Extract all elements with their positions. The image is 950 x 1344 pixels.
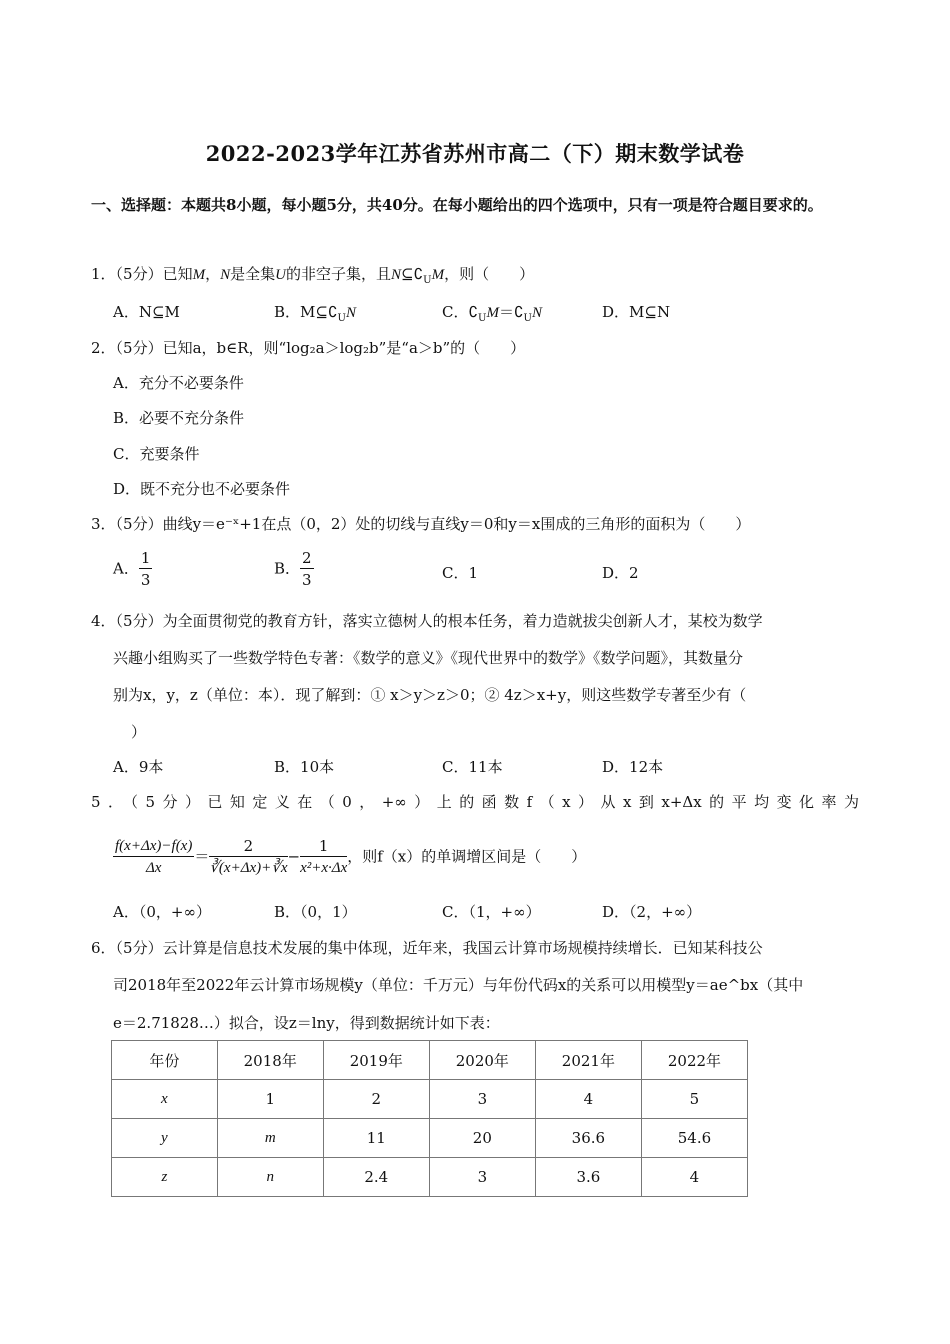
table-cell: 11: [323, 1119, 429, 1158]
table-row: [112, 1158, 748, 1197]
question-6-line-2: 司2018年至2022年云计算市场规模y（单位：千万元）与年份代码x的关系可以用模型y＝ae^bx（其中: [113, 976, 804, 994]
question-2-option-a: A．充分不必要条件: [113, 374, 244, 392]
table-cell: 54.6: [641, 1119, 747, 1158]
question-1-option-b: B．$M⊆∁_UN$: [274, 303, 356, 324]
question-2-stem: 2．（5分）已知a，b∈R，则“log₂a＞log₂b”是“a＞b”的（ ）: [91, 339, 526, 357]
question-1-option-a: A．N⊆M: [113, 303, 180, 321]
question-4-option-a: A．9本: [113, 758, 164, 776]
table-cell: 2.4: [323, 1158, 429, 1197]
table-cell: 20: [429, 1119, 535, 1158]
question-3-option-b: B． $\frac{2}{3}$: [274, 549, 312, 589]
table-cell: 2018年: [217, 1041, 323, 1080]
fraction-average-rate: $\frac{f(x+\Delta x)-f(x)}{\Delta x}$: [115, 838, 193, 876]
question-3-option-a: A． $\frac{1}{3}$: [113, 549, 151, 589]
question-4-line-2: 兴趣小组购买了一些数学特色专著：《数学的意义》《现代世界中的数学》《数学问题》，其数量分: [113, 649, 744, 667]
question-4-line-1: 4．（5分）为全面贯彻党的教育方针，落实立德树人的根本任务，着力造就拔尖创新人才，某校为数学: [91, 612, 763, 630]
table-cell: 3: [429, 1080, 535, 1119]
table-cell: m: [217, 1119, 323, 1158]
data-table: [111, 1040, 748, 1197]
question-2-option-d: D．既不充分也不必要条件: [113, 480, 291, 498]
question-3-option-c: C．1: [442, 564, 479, 582]
table-cell: n: [217, 1158, 323, 1197]
fraction: $\frac{1}{3}$: [140, 549, 151, 589]
table-row: [112, 1119, 748, 1158]
table-cell: 2022年: [641, 1041, 747, 1080]
table-header-row: [112, 1041, 748, 1080]
table-cell: 3.6: [535, 1158, 641, 1197]
question-3-stem: 3．（5分）曲线y＝e⁻ˣ+1在点（0，2）处的切线与直线y＝0和y＝x围成的三角形的面积为（ ）: [91, 515, 751, 533]
fraction-radical: $\frac{2}{∛(x+\Delta x)+∛x}$: [209, 837, 288, 876]
question-5-formula: $\frac{f(x+\Delta x)-f(x)}{\Delta x}$ ＝ $\frac{2}{∛(x+\Delta x)+∛x}$ − $\frac{1}{\text{x²+x·Δx}}$ ，则f（x）的单调增区间是（ ）: [113, 836, 586, 879]
question-5-option-d: D．（2，+∞）: [602, 903, 702, 921]
table-cell: 2020年: [429, 1041, 535, 1080]
table-cell: 3: [429, 1158, 535, 1197]
page-title: 2022-2023学年江苏省苏州市高二（下）期末数学试卷: [205, 141, 745, 166]
question-5-option-b: B．（0，1）: [274, 903, 357, 921]
table-cell: 4: [535, 1080, 641, 1119]
question-4-option-b: B．10本: [274, 758, 335, 776]
question-4-option-c: C．11本: [442, 758, 503, 776]
question-4-line-4: ）: [131, 723, 147, 741]
question-1-option-c: C．$∁_UM=∁_UN$: [442, 303, 542, 324]
question-4-line-3: 别为x，y，z（单位：本）．现了解到：① x＞y＞z＞0；② 4z＞x+y，则这些数学专著至少有（: [113, 686, 747, 704]
table-row: [112, 1080, 748, 1119]
table-cell: y: [112, 1119, 218, 1158]
question-5-line-1: 5．（5分）已知定义在（0，+∞）上的函数f（x）从x到x+Δx的平均变化率为: [91, 793, 859, 811]
table-cell: 5: [641, 1080, 747, 1119]
table-cell: x: [112, 1080, 218, 1119]
question-1-option-d: D．M⊆N: [602, 303, 671, 321]
question-1-stem: 1．（5分）已知M，N是全集U的非空子集，且$N⊆∁_UM$，则（ ）: [91, 265, 535, 286]
table-cell: 1: [217, 1080, 323, 1119]
question-5-option-a: A．（0，+∞）: [113, 903, 211, 921]
table-cell: z: [112, 1158, 218, 1197]
question-5-option-c: C．（1，+∞）: [442, 903, 541, 921]
question-3-option-d: D．2: [602, 564, 639, 582]
table-cell: 36.6: [535, 1119, 641, 1158]
fraction-reciprocal: $\frac{1}{\text{x²+x·Δx}}$: [300, 837, 348, 876]
table-cell: 2: [323, 1080, 429, 1119]
question-6-line-1: 6．（5分）云计算是信息技术发展的集中体现，近年来，我国云计算市场规模持续增长．已知某科技公: [91, 939, 763, 957]
question-6-line-3: e＝2.71828…）拟合，设z＝lny，得到数据统计如下表：: [113, 1014, 500, 1032]
section-heading: 一、选择题：本题共8小题，每小题5分，共40分。在每小题给出的四个选项中，只有一项是符合题目要求的。: [91, 196, 823, 214]
question-2-option-b: B．必要不充分条件: [113, 409, 245, 427]
table-cell: 年份: [112, 1041, 218, 1080]
table-cell: 4: [641, 1158, 747, 1197]
question-4-option-d: D．12本: [602, 758, 664, 776]
fraction: $\frac{2}{3}$: [302, 549, 312, 589]
table-cell: 2021年: [535, 1041, 641, 1080]
question-2-option-c: C．充要条件: [113, 445, 200, 463]
table-cell: 2019年: [323, 1041, 429, 1080]
